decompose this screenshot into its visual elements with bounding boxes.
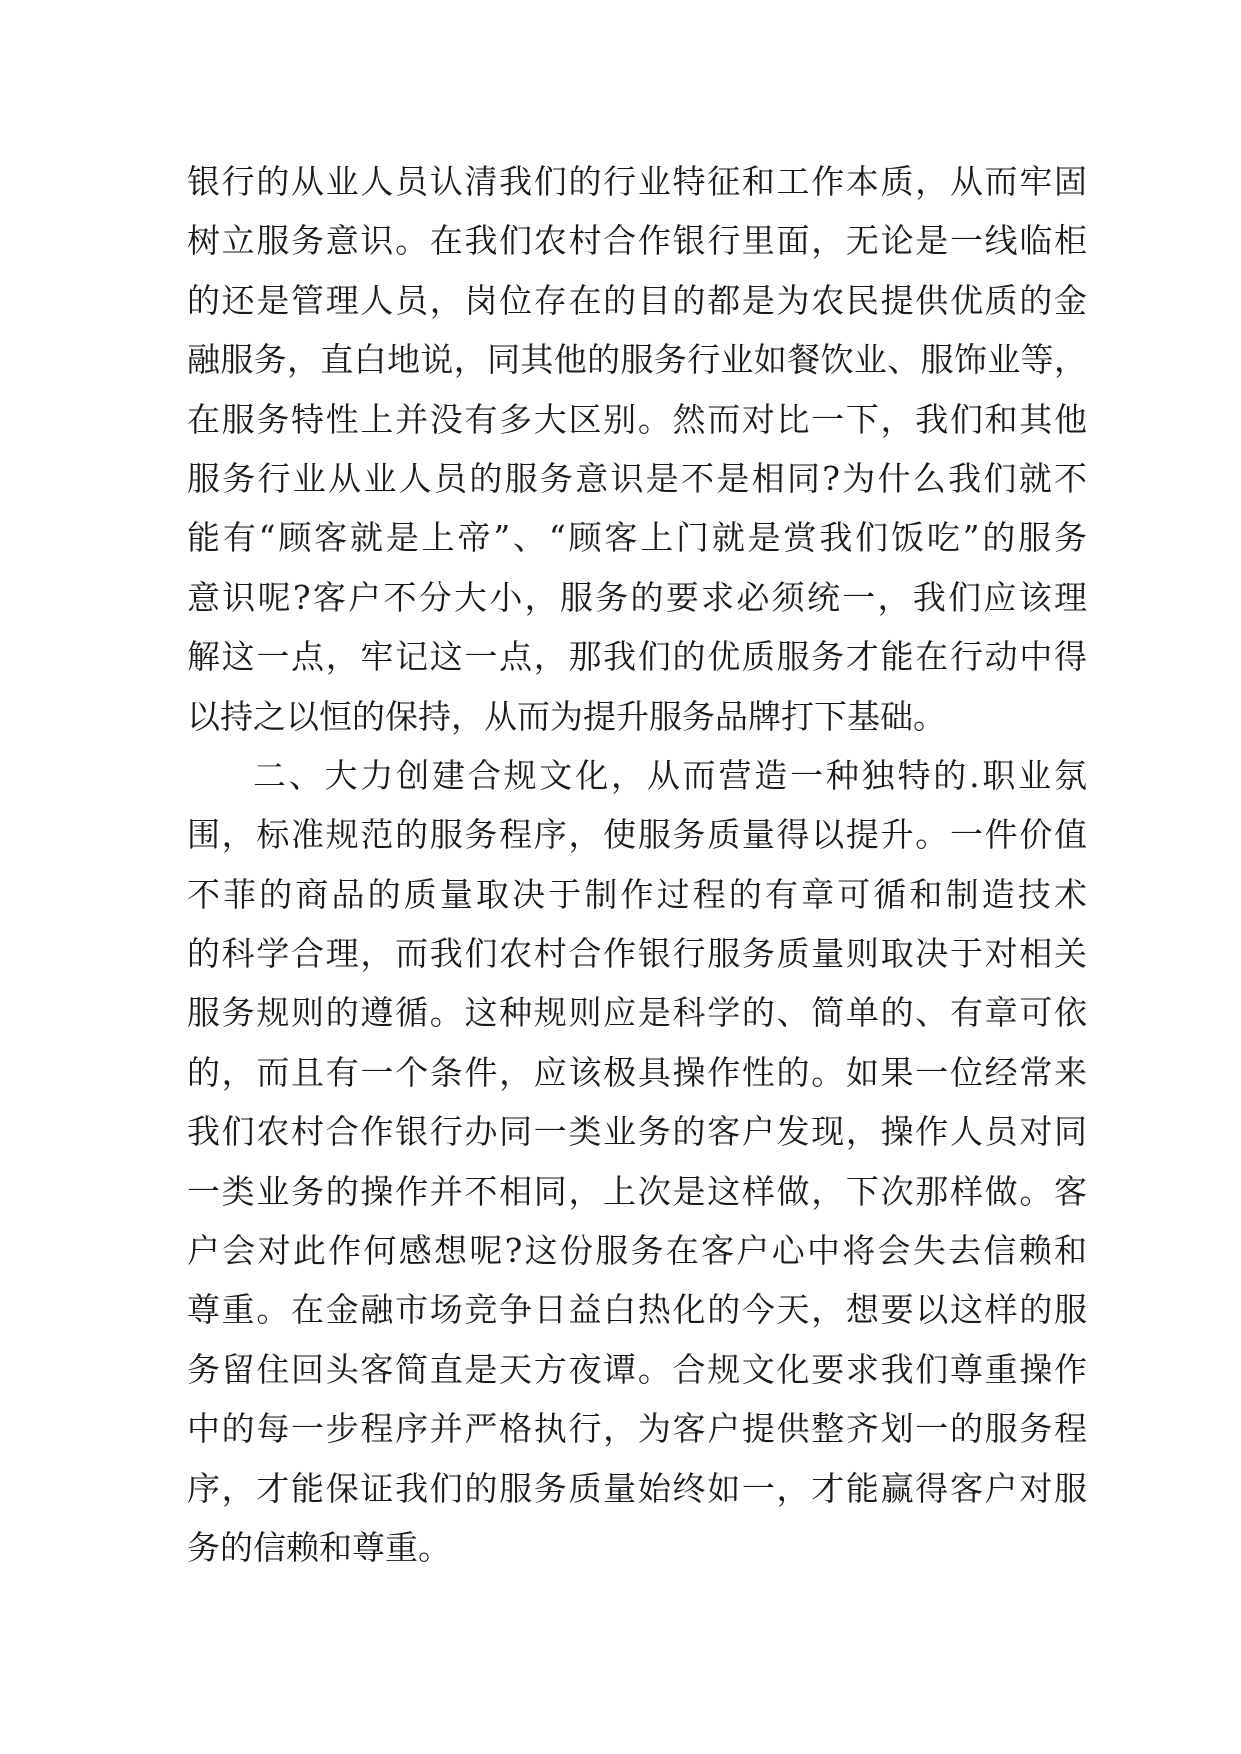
text-line: 服务行业从业人员的服务意识是不是相同?为什么我们就不: [187, 458, 1087, 498]
text-line: 在服务特性上并没有多大区别。然而对比一下，我们和其他: [187, 399, 1087, 439]
text-line: 序，才能保证我们的服务质量始终如一，才能赢得客户对服: [187, 1468, 1087, 1508]
text-line: 银行的从业人员认清我们的行业特征和工作本质，从而牢固: [187, 162, 1087, 201]
text-line: 的科学合理，而我们农村合作银行服务质量则取决于对相关: [187, 934, 1087, 974]
text-line: 树立服务意识。在我们农村合作银行里面，无论是一线临柜: [187, 221, 1087, 261]
text-line: 能有“顾客就是上帝”、“顾客上门就是赏我们饭吃”的服务: [187, 518, 1087, 558]
text-line: 中的每一步程序并严格执行，为客户提供整齐划一的服务程: [187, 1409, 1087, 1449]
text-line: 我们农村合作银行办同一类业务的客户发现，操作人员对同: [187, 1112, 1087, 1152]
text-line: 的还是管理人员，岗位存在的目的都是为农民提供优质的金: [187, 280, 1087, 320]
text-line: 的，而且有一个条件，应该极具操作性的。如果一位经常来: [187, 1052, 1087, 1092]
text-line: 以持之以恒的保持，从而为提升服务品牌打下基础。: [187, 696, 946, 736]
text-line: 务留住回头客简直是天方夜谭。合规文化要求我们尊重操作: [187, 1349, 1087, 1389]
text-line: 户会对此作何感想呢?这份服务在客户心中将会失去信赖和: [187, 1231, 1087, 1271]
body-text: [187, 152, 1087, 1577]
paragraph-1: [187, 152, 1087, 746]
text-line: 融服务，直白地说，同其他的服务行业如餐饮业、服饰业等，: [187, 340, 1087, 380]
text-line: 二、大力创建合规文化，从而营造一种独特的.职业氛: [253, 755, 1087, 795]
text-line: 务的信赖和尊重。: [187, 1527, 451, 1567]
text-line: 解这一点，牢记这一点，那我们的优质服务才能在行动中得: [187, 637, 1087, 677]
paragraph-2: [187, 746, 1087, 1577]
text-line: 意识呢?客户不分大小，服务的要求必须统一，我们应该理: [187, 577, 1087, 617]
text-line: 服务规则的遵循。这种规则应是科学的、简单的、有章可依: [187, 993, 1087, 1033]
text-line: 不菲的商品的质量取决于制作过程的有章可循和制造技术: [187, 874, 1087, 914]
text-line: 尊重。在金融市场竞争日益白热化的今天，想要以这样的服: [187, 1290, 1087, 1330]
text-line: 围，标准规范的服务程序，使服务质量得以提升。一件价值: [187, 815, 1087, 855]
text-line: 一类业务的操作并不相同，上次是这样做，下次那样做。客: [187, 1171, 1087, 1211]
